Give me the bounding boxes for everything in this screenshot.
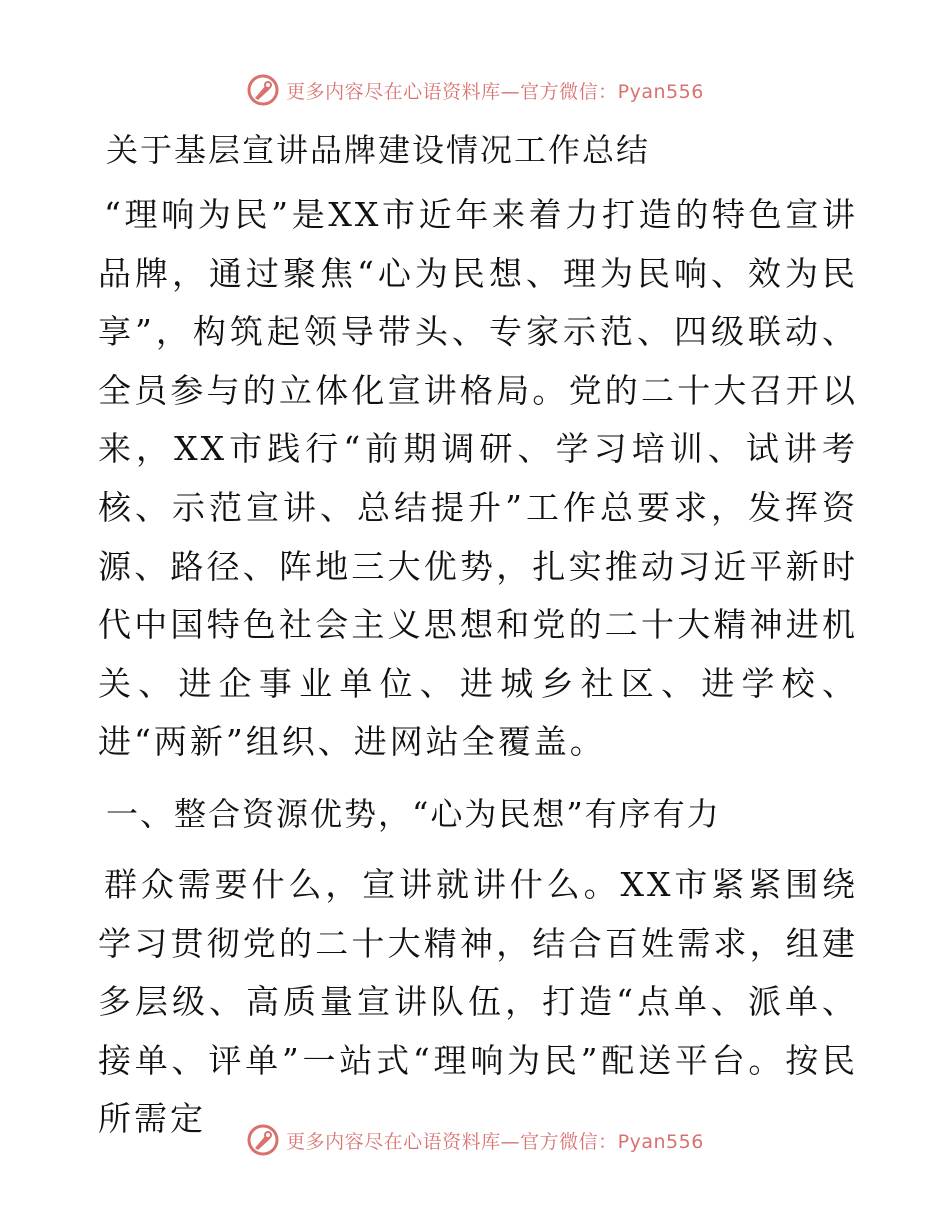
header-watermark-banner <box>0 70 950 110</box>
pen-nib-logo-icon <box>246 1123 280 1157</box>
footer-watermark-banner <box>0 1120 950 1160</box>
document-title: 关于基层宣讲品牌建设情况工作总结 <box>106 131 651 169</box>
section-heading-1: 一、整合资源优势，“心为民想”有序有力 <box>106 794 721 833</box>
paragraph-intro: “理响为民”是XX市近年来着力打造的特色宣讲品牌，通过聚焦“心为民想、理为民响、效为民享”，构筑起领导带头、专家示范、四级联动、全员参与的立体化宣讲格局。党的二十大召开以来，XX市践行“前期调研、学习培训、试讲考核、示范宣讲、总结提升”工作总要求，发挥资源、路径、阵地三大优势，扎实推动习近平新时代中国特色社会主义思想和党的二十大精神进机关、进企事业单位、进城乡社区、进学校、进“两新”组织、进网站全覆盖。 <box>98 195 858 762</box>
footer-watermark-text: 更多内容尽在心语资料库—官方微信：Pyan556 <box>286 1130 704 1153</box>
paragraph-section-1: 群众需要什么，宣讲就讲什么。XX市紧紧围绕学习贯彻党的二十大精神，结合百姓需求，组建多层级、高质量宣讲队伍，打造“点单、派单、接单、评单”一站式“理响为民”配送平台。按民所需定 <box>98 864 858 1139</box>
document-body <box>98 122 858 1163</box>
pen-nib-logo-icon <box>246 73 280 107</box>
header-watermark-text: 更多内容尽在心语资料库—官方微信：Pyan556 <box>286 80 704 103</box>
